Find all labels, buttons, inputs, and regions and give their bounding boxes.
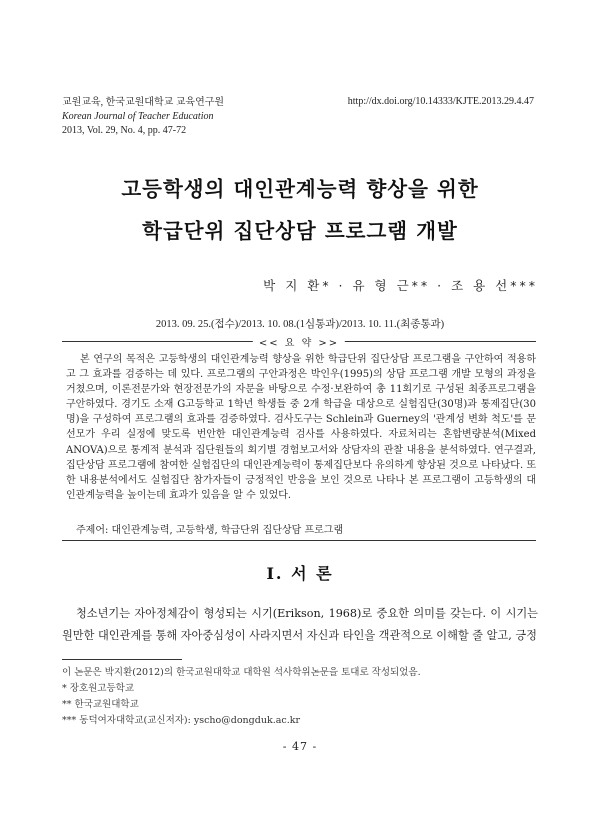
- paper-title-line1: 고등학생의 대인관계능력 향상을 위한: [121, 177, 479, 201]
- journal-name-english: Korean Journal of Teacher Education: [62, 111, 214, 122]
- section-heading-introduction: I. 서 론: [266, 564, 334, 583]
- paper-title-line2: 학급단위 집단상담 프로그램 개발: [142, 219, 458, 243]
- footnote-item: *** 동덕여자대학교(교신저자): yscho@dongduk.ac.kr: [62, 715, 301, 726]
- journal-volume: 2013, Vol. 29, No. 4, pp. 47-72: [62, 125, 187, 136]
- keywords: 주제어: 대인관계능력, 고등학생, 학급단위 집단상담 프로그램: [76, 525, 344, 536]
- abstract-header: [62, 334, 536, 348]
- footnotes: [62, 665, 421, 729]
- footnote-item: * 장호원고등학교: [62, 683, 135, 694]
- doi-link[interactable]: http://dx.doi.org/10.14333/KJTE.2013.29.4.47: [347, 96, 534, 107]
- abstract-label: << 요 약 >>: [253, 334, 345, 349]
- footnote-separator: [62, 659, 182, 660]
- author-list: 박 지 환* · 유 형 근** · 조 용 선***: [263, 278, 538, 293]
- body-paragraph: 청소년기는 자아정체감이 형성되는 시기(Erikson, 1968)로 중요한 의미를 갖는다. 이 시기는 원만한 대인관계를 통해 자아중심성이 사라지면서 자신과 타인을 객관적으로 이해할 줄 알고, 긍정: [62, 607, 538, 642]
- page-number: - 47 -: [282, 740, 318, 753]
- footnote-item: ** 한국교원대학교: [62, 699, 139, 710]
- submission-dates: 2013. 09. 25.(접수)/2013. 10. 08.(1심통과)/2013. 10. 11.(최종통과): [155, 319, 445, 330]
- keywords-bottom-rule: [62, 540, 536, 541]
- footnote-item: 이 논문은 박지환(2012)의 한국교원대학교 대학원 석사학위논문을 토대로 작성되었음.: [62, 667, 421, 678]
- abstract-text: 본 연구의 목적은 고등학생의 대인관계능력 향상을 위한 학급단위 집단상담 프로그램을 구안하여 적용하고 그 효과를 검증하는 데 있다. 프로그램의 구안과정은 박인우(1995)의 상담 프로그램 개발 모형의 과정을 거쳤으며, 이론전문가와 현장전문가의 자문을 바탕으로 수정·보완하여 총 11회기로 구성된 최종프로그램을 구안하였다. 경기도 소재 G고등학교 1학년 학생들 중 2개 학급을 대상으로 실험집단(30명)과 통제집단(30명)을 구성하여 프로그램의 효과를 검증하였다. 검사도구는 Schlein과 Guerney의 '관계성 변화 척도'를 문선모가 우리 실정에 맞도록 번안한 대인관계능력 검사를 사용하였다. 자료처리는 혼합변량분석(Mixed ANOVA)으로 통계적 분석과 집단원들의 회기별 경험보고서와 상담자의 관찰 내용을 분석하였다. 연구결과, 집단상담 프로그램에 참여한 실험집단의 대인관계능력이 통제집단보다 유의하게 향상된 것으로 나타났다. 또한 내용분석에서도 실험집단 참가자들이 긍정적인 반응을 보인 것으로 나타나 본 프로그램이 고등학생의 대인관계능력을 높이는데 효과가 있음을 알 수 있었다.: [66, 354, 536, 501]
- journal-info: [62, 96, 224, 138]
- journal-name-korean: 교원교육, 한국교원대학교 교육연구원: [62, 97, 225, 108]
